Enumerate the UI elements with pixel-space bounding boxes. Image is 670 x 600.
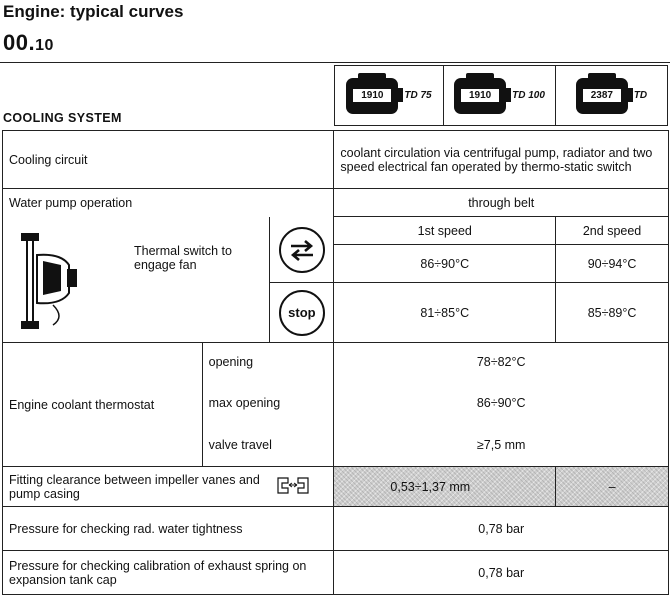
cooling-circuit-label: Cooling circuit bbox=[3, 131, 334, 189]
table-row bbox=[3, 467, 669, 507]
opening-label: opening bbox=[202, 343, 334, 382]
thermal-switch-cell bbox=[3, 217, 270, 343]
gap-gauge-icon bbox=[276, 475, 310, 495]
thermal-switch-pump-icon bbox=[13, 225, 93, 338]
table-row bbox=[3, 507, 669, 551]
water-pump-label: Water pump operation bbox=[3, 189, 334, 217]
cooling-circuit-value: coolant circulation via centrifugal pump, radiator and two speed electrical fan operated by thermo-static switch bbox=[334, 131, 669, 189]
clearance-label: Fitting clearance between impeller vanes and pump casing bbox=[3, 467, 270, 507]
pressure-cap-label: Pressure for checking calibration of exhaust spring on expansion tank cap bbox=[3, 551, 334, 595]
stop-temp-1: 81÷85°C bbox=[334, 283, 556, 343]
engine-column-td75: 1910 TD 75 bbox=[334, 65, 444, 126]
opening-value: 78÷82°C bbox=[334, 343, 669, 382]
water-pump-value: through belt bbox=[334, 189, 669, 217]
engine-column-td: 2387 TD bbox=[555, 65, 668, 126]
table-row bbox=[3, 551, 669, 595]
section-code: 00.10 bbox=[3, 30, 54, 55]
pressure-tightness-label: Pressure for checking rad. water tightness bbox=[3, 507, 334, 551]
max-opening-label: max opening bbox=[202, 382, 334, 425]
engine-column-td100: 1910 TD 100 bbox=[443, 65, 556, 126]
engine-icon: 1910 bbox=[454, 78, 506, 114]
cooling-system-table bbox=[2, 130, 669, 595]
clearance-value: 0,53÷1,37 mm bbox=[334, 467, 556, 507]
thermostat-label: Engine coolant thermostat bbox=[3, 343, 203, 467]
valve-travel-label: valve travel bbox=[202, 425, 334, 467]
table-row bbox=[3, 217, 669, 245]
engage-temp-2: 90÷94°C bbox=[556, 245, 669, 283]
engine-icon: 1910 bbox=[346, 78, 398, 114]
page-title: Engine: typical curves bbox=[3, 2, 184, 21]
engage-temp-1: 86÷90°C bbox=[334, 245, 556, 283]
stop-temp-2: 85÷89°C bbox=[556, 283, 669, 343]
stop-icon: stop bbox=[279, 290, 325, 336]
table-row bbox=[3, 343, 669, 382]
pressure-tightness-value: 0,78 bar bbox=[334, 507, 669, 551]
double-arrow-icon bbox=[279, 227, 325, 273]
header-rule bbox=[0, 62, 670, 63]
table-row bbox=[3, 189, 669, 217]
engine-icon: 2387 bbox=[576, 78, 628, 114]
speed2-header: 2nd speed bbox=[556, 217, 669, 245]
pressure-cap-value: 0,78 bar bbox=[334, 551, 669, 595]
table-row bbox=[3, 131, 669, 189]
max-opening-value: 86÷90°C bbox=[334, 382, 669, 425]
thermal-switch-label: Thermal switch to engage fan bbox=[134, 243, 232, 272]
clearance-value-2: – bbox=[556, 467, 669, 507]
valve-travel-value: ≥7,5 mm bbox=[334, 425, 669, 467]
speed1-header: 1st speed bbox=[334, 217, 556, 245]
section-title: COOLING SYSTEM bbox=[3, 111, 122, 125]
